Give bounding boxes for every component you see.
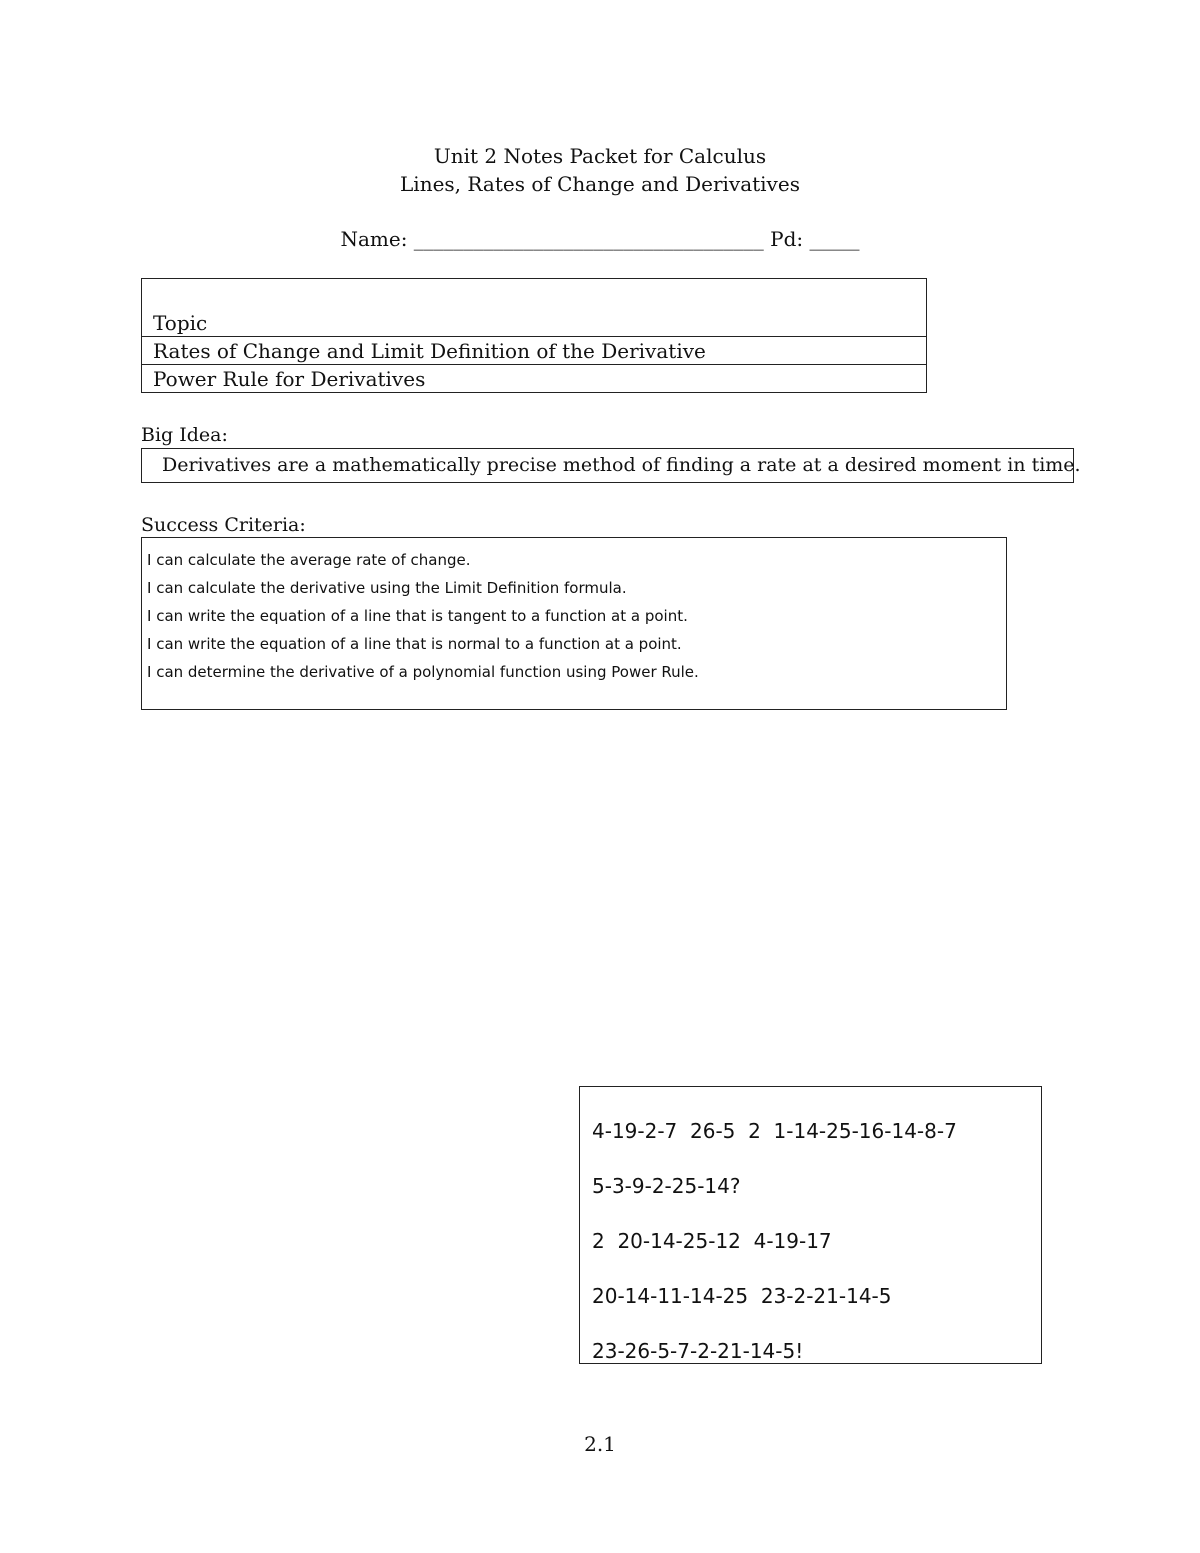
big-idea-box: Derivatives are a mathematically precise method of finding a rate at a desired moment in time. bbox=[141, 448, 1074, 483]
criteria-item: I can determine the derivative of a polynomial function using Power Rule. bbox=[147, 663, 699, 681]
criteria-item: I can calculate the average rate of change. bbox=[147, 551, 471, 569]
code-line: 2 20-14-25-12 4-19-17 bbox=[592, 1229, 832, 1253]
name-period-line: Name: ___________________________________ Pd: _____ bbox=[340, 227, 860, 251]
criteria-item: I can write the equation of a line that is tangent to a function at a point. bbox=[147, 607, 688, 625]
topic-table bbox=[141, 278, 927, 393]
success-criteria-label: Success Criteria: bbox=[141, 514, 306, 536]
success-criteria-box bbox=[141, 537, 1007, 710]
big-idea-label: Big Idea: bbox=[141, 424, 228, 446]
topic-row: Power Rule for Derivatives bbox=[142, 365, 926, 393]
page-subtitle: Lines, Rates of Change and Derivatives bbox=[400, 172, 800, 196]
topic-row: Rates of Change and Limit Definition of the Derivative bbox=[142, 337, 926, 365]
code-line: 20-14-11-14-25 23-2-21-14-5 bbox=[592, 1284, 892, 1308]
code-puzzle-box bbox=[579, 1086, 1042, 1364]
code-line: 23-26-5-7-2-21-14-5! bbox=[592, 1339, 804, 1363]
code-line: 5-3-9-2-25-14? bbox=[592, 1174, 741, 1198]
page-title: Unit 2 Notes Packet for Calculus bbox=[433, 144, 767, 168]
criteria-item: I can write the equation of a line that is normal to a function at a point. bbox=[147, 635, 682, 653]
code-line: 4-19-2-7 26-5 2 1-14-25-16-14-8-7 bbox=[592, 1119, 957, 1143]
topic-table-header: Topic bbox=[142, 279, 926, 337]
criteria-item: I can calculate the derivative using the Limit Definition formula. bbox=[147, 579, 627, 597]
page-number: 2.1 bbox=[584, 1432, 616, 1456]
